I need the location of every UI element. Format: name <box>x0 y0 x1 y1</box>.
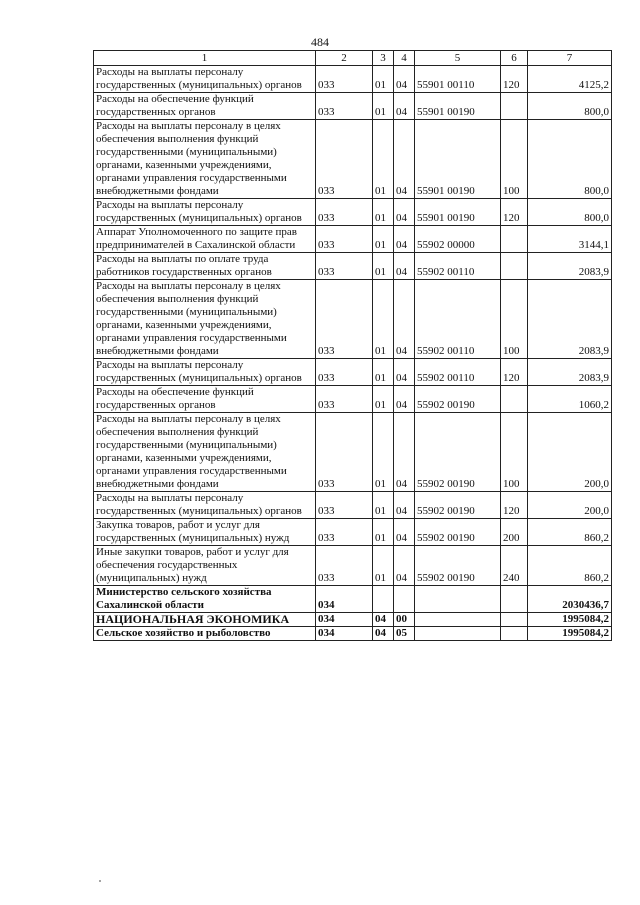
section-code-cell <box>373 586 394 613</box>
row-name-cell: Иные закупки товаров, работ и услуг для обеспечения государственных (муниципальных) нужд <box>94 546 316 586</box>
amount-cell: 1995084,2 <box>528 627 612 641</box>
target-article-cell: 55902 00110 <box>415 359 501 386</box>
subsection-code-cell: 04 <box>394 413 415 492</box>
table-row <box>94 66 612 93</box>
target-article-cell <box>415 586 501 613</box>
expense-type-cell <box>501 627 528 641</box>
table-row <box>94 519 612 546</box>
section-code-cell: 01 <box>373 226 394 253</box>
amount-cell: 1995084,2 <box>528 613 612 627</box>
table-row <box>94 627 612 641</box>
row-name-cell: Расходы на выплаты персоналу в целях обеспечения выполнения функций государственными (муниципальными) органами, казенными учреждениями, органами управления государственными внебюджетными фондами <box>94 120 316 199</box>
row-name-cell: НАЦИОНАЛЬНАЯ ЭКОНОМИКА <box>94 613 316 627</box>
row-name-cell: Аппарат Уполномоченного по защите прав предпринимателей в Сахалинской области <box>94 226 316 253</box>
section-code-cell: 01 <box>373 413 394 492</box>
expense-type-cell <box>501 613 528 627</box>
row-name-cell: Закупка товаров, работ и услуг для государственных (муниципальных) нужд <box>94 519 316 546</box>
header-col-2: 2 <box>316 51 373 66</box>
section-code-cell: 01 <box>373 199 394 226</box>
table-body <box>94 66 612 641</box>
header-col-6: 6 <box>501 51 528 66</box>
expense-type-cell <box>501 93 528 120</box>
ministry-code-cell: 033 <box>316 359 373 386</box>
row-name-cell: Сельское хозяйство и рыболовство <box>94 627 316 641</box>
row-name-cell: Расходы на выплаты персоналу государственных (муниципальных) органов <box>94 492 316 519</box>
target-article-cell <box>415 613 501 627</box>
table-row <box>94 413 612 492</box>
expense-type-cell: 120 <box>501 492 528 519</box>
ministry-code-cell: 033 <box>316 280 373 359</box>
target-article-cell: 55902 00190 <box>415 519 501 546</box>
subsection-code-cell: 04 <box>394 93 415 120</box>
section-code-cell: 01 <box>373 492 394 519</box>
amount-cell: 1060,2 <box>528 386 612 413</box>
subsection-code-cell: 00 <box>394 613 415 627</box>
subsection-code-cell: 04 <box>394 199 415 226</box>
section-code-cell: 01 <box>373 280 394 359</box>
expense-type-cell: 240 <box>501 546 528 586</box>
expense-type-cell <box>501 586 528 613</box>
table-row <box>94 386 612 413</box>
ministry-code-cell: 034 <box>316 586 373 613</box>
header-col-4: 4 <box>394 51 415 66</box>
ministry-code-cell: 034 <box>316 613 373 627</box>
amount-cell: 800,0 <box>528 93 612 120</box>
subsection-code-cell: 05 <box>394 627 415 641</box>
ministry-code-cell: 033 <box>316 66 373 93</box>
ministry-code-cell: 033 <box>316 492 373 519</box>
row-name-cell: Расходы на выплаты персоналу в целях обеспечения выполнения функций государственными (муниципальными) органами, казенными учреждениями, органами управления государственными внебюджетными фондами <box>94 413 316 492</box>
table-row <box>94 492 612 519</box>
expense-type-cell: 100 <box>501 413 528 492</box>
subsection-code-cell <box>394 586 415 613</box>
ministry-code-cell: 033 <box>316 253 373 280</box>
page-number: 484 <box>311 35 329 49</box>
target-article-cell: 55902 00190 <box>415 386 501 413</box>
ministry-code-cell: 033 <box>316 93 373 120</box>
header-col-3: 3 <box>373 51 394 66</box>
subsection-code-cell: 04 <box>394 226 415 253</box>
row-name-cell: Расходы на выплаты по оплате труда работников государственных органов <box>94 253 316 280</box>
row-name-cell: Расходы на выплаты персоналу государственных (муниципальных) органов <box>94 66 316 93</box>
section-code-cell: 01 <box>373 120 394 199</box>
section-code-cell: 01 <box>373 359 394 386</box>
row-name-cell: Расходы на обеспечение функций государственных органов <box>94 386 316 413</box>
amount-cell: 2030436,7 <box>528 586 612 613</box>
amount-cell: 860,2 <box>528 519 612 546</box>
section-code-cell: 04 <box>373 613 394 627</box>
amount-cell: 860,2 <box>528 546 612 586</box>
target-article-cell: 55901 00190 <box>415 199 501 226</box>
row-name-cell: Расходы на обеспечение функций государственных органов <box>94 93 316 120</box>
table-header-row <box>94 51 612 66</box>
row-name-cell: Расходы на выплаты персоналу государственных (муниципальных) органов <box>94 359 316 386</box>
section-code-cell: 04 <box>373 627 394 641</box>
target-article-cell <box>415 627 501 641</box>
ministry-code-cell: 033 <box>316 546 373 586</box>
target-article-cell: 55902 00110 <box>415 253 501 280</box>
header-col-1: 1 <box>94 51 316 66</box>
amount-cell: 200,0 <box>528 492 612 519</box>
table-row <box>94 586 612 613</box>
row-name-cell: Расходы на выплаты персоналу государственных (муниципальных) органов <box>94 199 316 226</box>
amount-cell: 200,0 <box>528 413 612 492</box>
section-code-cell: 01 <box>373 93 394 120</box>
table-row <box>94 120 612 199</box>
table-row <box>94 359 612 386</box>
expense-type-cell <box>501 253 528 280</box>
section-code-cell: 01 <box>373 546 394 586</box>
table-row <box>94 199 612 226</box>
subsection-code-cell: 04 <box>394 546 415 586</box>
subsection-code-cell: 04 <box>394 359 415 386</box>
subsection-code-cell: 04 <box>394 66 415 93</box>
subsection-code-cell: 04 <box>394 120 415 199</box>
target-article-cell: 55902 00190 <box>415 492 501 519</box>
target-article-cell: 55901 00190 <box>415 93 501 120</box>
amount-cell: 800,0 <box>528 120 612 199</box>
row-name-cell: Расходы на выплаты персоналу в целях обеспечения выполнения функций государственными (муниципальными) органами, казенными учреждениями, органами управления государственными внебюджетными фондами <box>94 280 316 359</box>
section-code-cell: 01 <box>373 66 394 93</box>
header-col-7: 7 <box>528 51 612 66</box>
section-code-cell: 01 <box>373 253 394 280</box>
amount-cell: 3144,1 <box>528 226 612 253</box>
ministry-code-cell: 033 <box>316 226 373 253</box>
table-row <box>94 546 612 586</box>
table-row <box>94 93 612 120</box>
table-row <box>94 280 612 359</box>
section-code-cell: 01 <box>373 386 394 413</box>
expense-type-cell: 120 <box>501 199 528 226</box>
scan-speck <box>99 880 101 882</box>
ministry-code-cell: 033 <box>316 386 373 413</box>
table-row <box>94 613 612 627</box>
row-name-cell: Министерство сельского хозяйства Сахалинской области <box>94 586 316 613</box>
subsection-code-cell: 04 <box>394 492 415 519</box>
ministry-code-cell: 033 <box>316 519 373 546</box>
table-row <box>94 226 612 253</box>
section-code-cell: 01 <box>373 519 394 546</box>
header-col-5: 5 <box>415 51 501 66</box>
budget-table <box>93 50 612 641</box>
amount-cell: 2083,9 <box>528 280 612 359</box>
expense-type-cell: 120 <box>501 359 528 386</box>
amount-cell: 800,0 <box>528 199 612 226</box>
expense-type-cell <box>501 386 528 413</box>
target-article-cell: 55902 00190 <box>415 413 501 492</box>
target-article-cell: 55901 00190 <box>415 120 501 199</box>
target-article-cell: 55901 00110 <box>415 66 501 93</box>
amount-cell: 2083,9 <box>528 253 612 280</box>
ministry-code-cell: 033 <box>316 413 373 492</box>
expense-type-cell: 200 <box>501 519 528 546</box>
expense-type-cell: 100 <box>501 280 528 359</box>
target-article-cell: 55902 00110 <box>415 280 501 359</box>
ministry-code-cell: 033 <box>316 120 373 199</box>
amount-cell: 2083,9 <box>528 359 612 386</box>
expense-type-cell <box>501 226 528 253</box>
amount-cell: 4125,2 <box>528 66 612 93</box>
expense-type-cell: 120 <box>501 66 528 93</box>
expense-type-cell: 100 <box>501 120 528 199</box>
subsection-code-cell: 04 <box>394 253 415 280</box>
target-article-cell: 55902 00190 <box>415 546 501 586</box>
subsection-code-cell: 04 <box>394 519 415 546</box>
ministry-code-cell: 034 <box>316 627 373 641</box>
ministry-code-cell: 033 <box>316 199 373 226</box>
table-row <box>94 253 612 280</box>
target-article-cell: 55902 00000 <box>415 226 501 253</box>
subsection-code-cell: 04 <box>394 280 415 359</box>
subsection-code-cell: 04 <box>394 386 415 413</box>
